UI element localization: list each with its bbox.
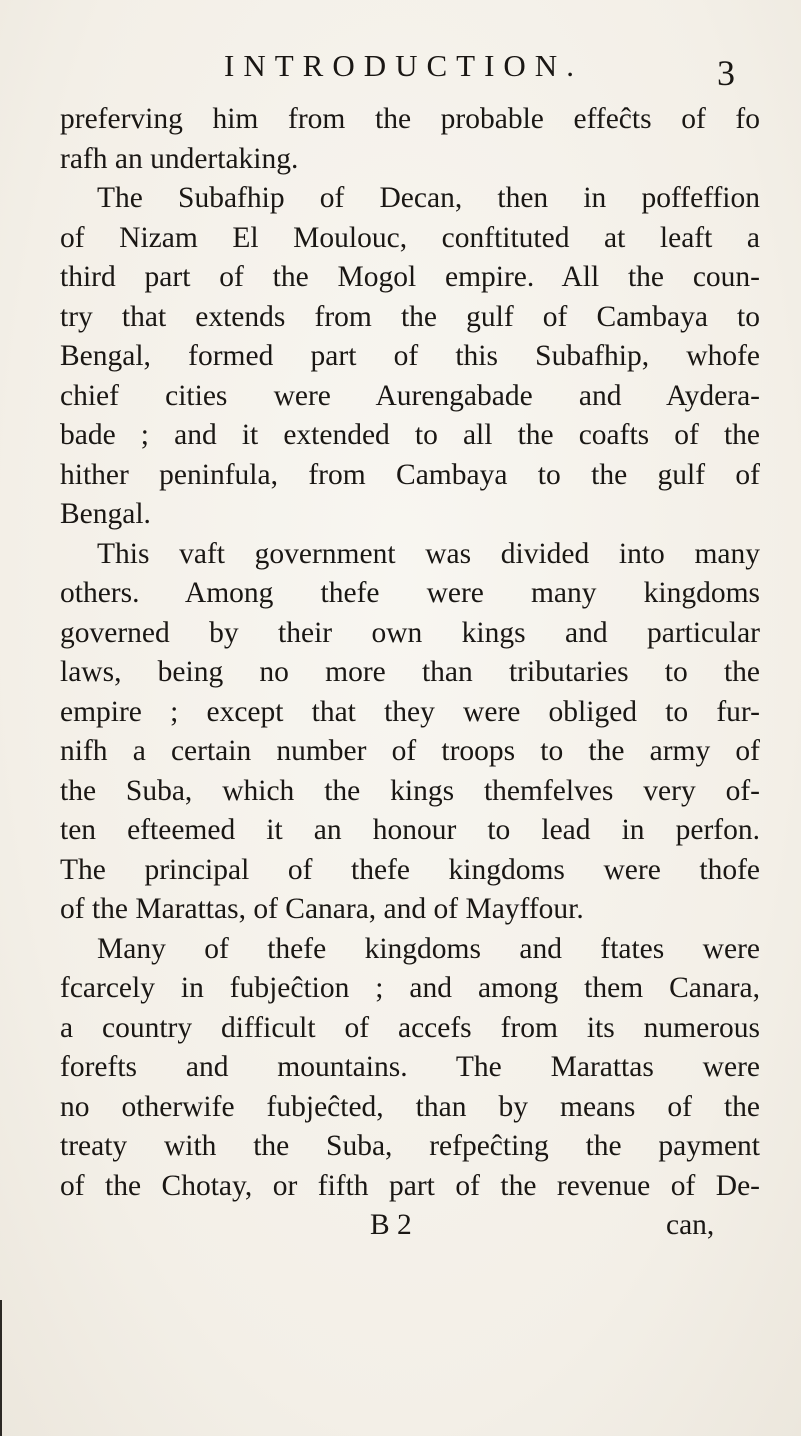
running-head: INTRODUCTION.	[224, 48, 583, 83]
text-line: Bengal, formed part of this Subafhip, whofe	[60, 340, 760, 372]
text-line: of Nizam El Moulouc, conftituted at leaft a	[60, 221, 760, 254]
text-line: fcarcely in fubjeĉtion ; and among them Canara,	[60, 972, 760, 1004]
text-line: chief cities were Aurengabade and Aydera-	[60, 379, 760, 412]
text-line: bade ; and it extended to all the coafts of the	[60, 419, 760, 451]
text-line: forefts and mountains. The Marattas were	[60, 1051, 760, 1083]
text-line: preferving him from the probable effeĉts of fo	[60, 103, 760, 135]
text-line: rafh an undertaking.	[60, 142, 299, 175]
text-line: Bengal.	[60, 498, 151, 530]
text-line: governed by their own kings and particular	[60, 616, 760, 649]
paragraph-start-line: Many of thefe kingdoms and ftates were	[97, 932, 760, 965]
text-line: no otherwife fubjeĉted, than by means of the	[60, 1090, 760, 1123]
page-footer	[60, 1206, 760, 1246]
text-line: try that extends from the gulf of Cambaya to	[60, 300, 760, 333]
text-line: of the Marattas, of Canara, and of Mayffour.	[60, 893, 584, 925]
text-line: others. Among thefe were many kingdoms	[60, 577, 760, 609]
text-line: laws, being no more than tributaries to the	[60, 656, 760, 688]
text-line: nifh a certain number of troops to the army of	[60, 735, 760, 767]
text-line: ten efteemed it an honour to lead in perfon.	[60, 814, 760, 846]
text-line: third part of the Mogol empire. All the coun-	[60, 261, 760, 293]
text-line: the Suba, which the kings themfelves very of-	[60, 774, 760, 807]
text-line: The principal of thefe kingdoms were thofe	[60, 853, 760, 886]
text-line: of the Chotay, or fifth part of the revenue of De-	[60, 1169, 760, 1202]
text-line: treaty with the Suba, refpeĉting the payment	[60, 1130, 760, 1162]
text-line: hither peninfula, from Cambaya to the gulf of	[60, 458, 760, 491]
catchword: can,	[666, 1209, 715, 1241]
paragraph-start-line: The Subafhip of Decan, then in poffeffion	[97, 182, 760, 214]
paragraph-start-line: This vaft government was divided into many	[97, 537, 760, 570]
text-line: empire ; except that they were obliged to fur-	[60, 695, 760, 728]
text-line: a country difficult of accefs from its numerous	[60, 1011, 760, 1044]
page-number: 3	[717, 53, 735, 93]
body-text	[60, 100, 760, 1246]
signature-mark: B 2	[370, 1209, 412, 1241]
binding-edge	[0, 1300, 2, 1436]
